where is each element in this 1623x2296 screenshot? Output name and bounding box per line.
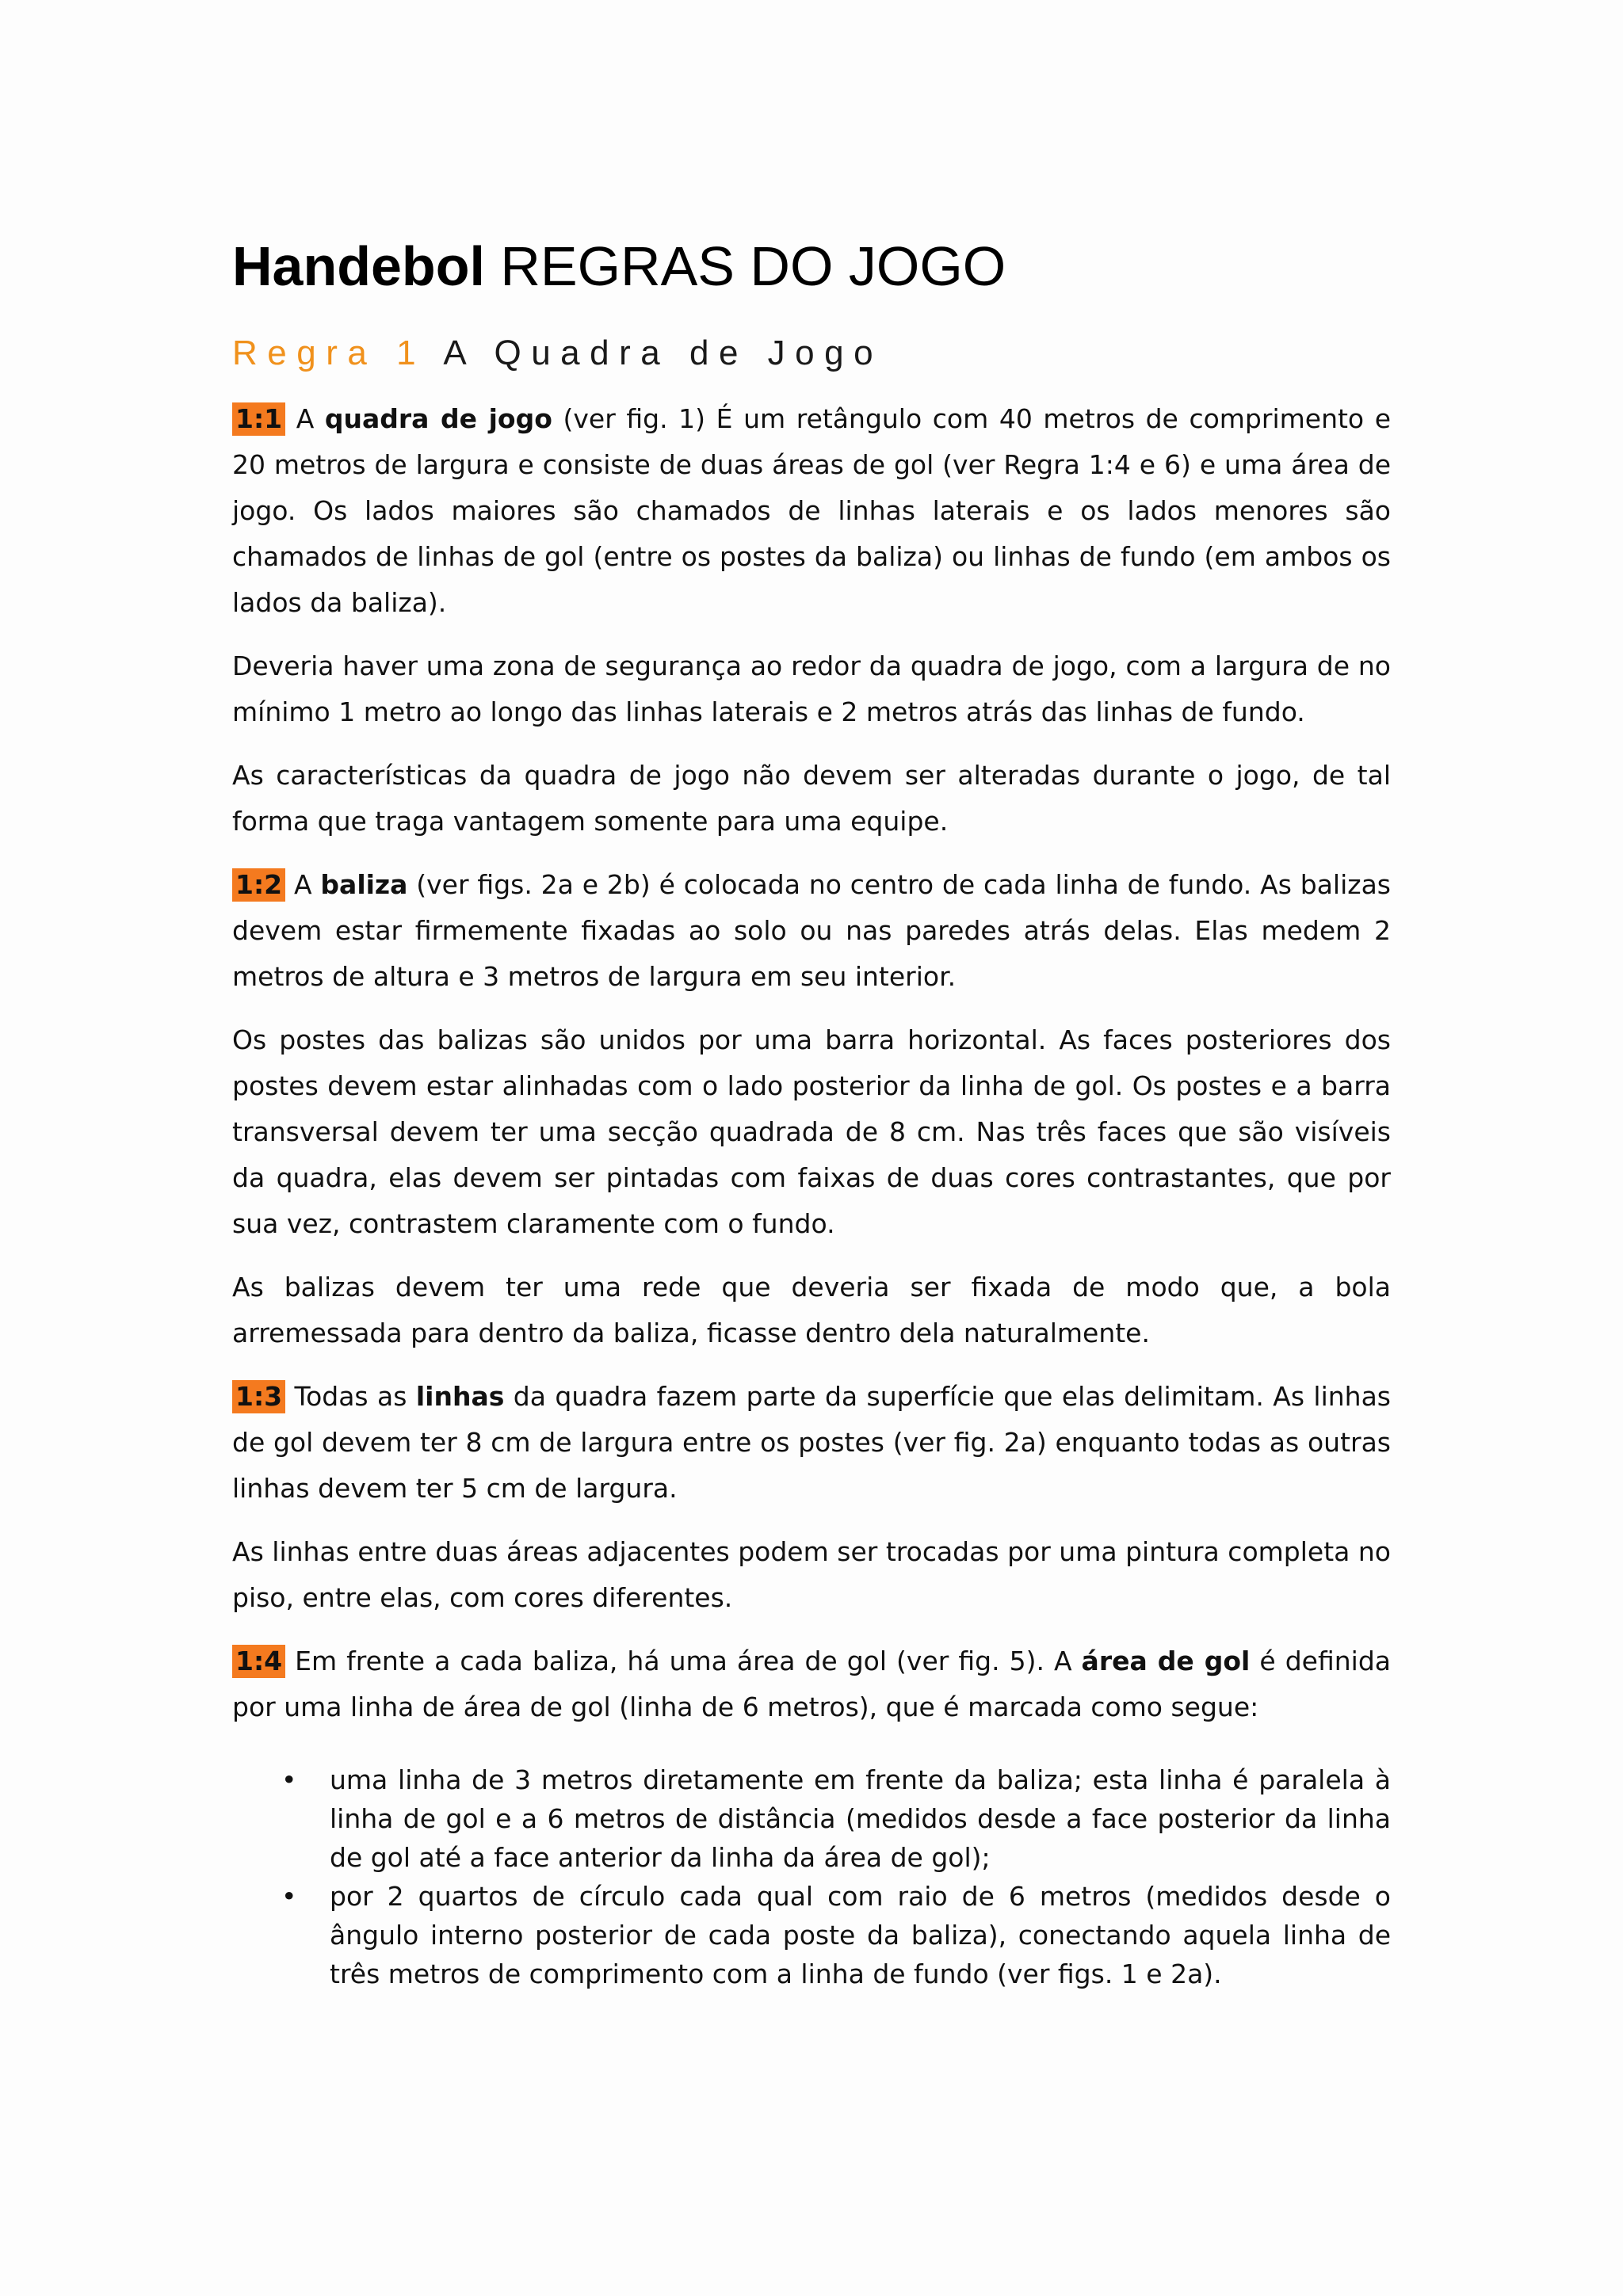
bold-term: área de gol xyxy=(1081,1646,1251,1676)
text-run: A xyxy=(285,869,321,900)
title-rest: REGRAS DO JOGO xyxy=(484,235,1006,297)
bullet-icon: • xyxy=(281,1881,297,1912)
paragraph-1-4 xyxy=(232,1638,1391,1730)
list-item-text: por 2 quartos de círculo cada qual com raio de 6 metros (medidos desde o ângulo interno posterior de cada poste da baliza), conectando aquela linha de três metros de comprimento com a linha de fundo (ver figs. 1 e 2a). xyxy=(330,1881,1391,1989)
list-item xyxy=(232,1877,1391,1993)
title-bold: Handebol xyxy=(232,235,485,297)
bold-term: baliza xyxy=(320,869,408,900)
paragraph: As características da quadra de jogo não devem ser alteradas durante o jogo, de tal forma que traga vantagem somente para uma equipe. xyxy=(232,760,1391,837)
section-tag-1-4: 1:4 xyxy=(232,1645,285,1678)
rule-name: A Quadra de Jogo xyxy=(443,334,884,372)
paragraph-1-2 xyxy=(232,862,1391,1000)
bold-term: quadra de jogo xyxy=(324,403,552,434)
text-run: é definida por uma linha de área de gol (linha de 6 metros), que é marcada como segue: xyxy=(232,1646,1391,1722)
document-body xyxy=(232,396,1391,1993)
rule-number: Regra 1 xyxy=(232,334,426,372)
rule-heading xyxy=(232,331,883,376)
section-tag-1-3: 1:3 xyxy=(232,1380,285,1413)
paragraph: Os postes das balizas são unidos por uma barra horizontal. As faces posteriores dos postes devem estar alinhadas com o lado posterior da linha de gol. Os postes e a barra transversal devem ter uma secção quadrada de 8 cm. Nas três faces que são visíveis da quadra, elas devem ser pintadas com faixas de duas cores contrastantes, que por sua vez, contrastem claramente com o fundo. xyxy=(232,1024,1391,1239)
bullet-icon: • xyxy=(281,1764,297,1795)
bold-term: linhas xyxy=(415,1381,505,1412)
document-title xyxy=(232,235,1006,298)
bullet-list xyxy=(232,1760,1391,1993)
paragraph: As linhas entre duas áreas adjacentes podem ser trocadas por uma pintura completa no piso, entre elas, com cores diferentes. xyxy=(232,1536,1391,1613)
text-run: Todas as xyxy=(285,1381,416,1412)
text-run: (ver fig. 1) É um retângulo com 40 metros de comprimento e 20 metros de largura e consiste de duas áreas de gol (ver Regra 1:4 e 6) e uma área de jogo. Os lados maiores são chamados de linhas laterais e os lados menores são chamados de linhas de gol (entre os postes da baliza) ou linhas de fundo (em ambos os lados da baliza). xyxy=(232,403,1392,618)
list-item xyxy=(232,1760,1391,1877)
section-tag-1-2: 1:2 xyxy=(232,868,285,902)
paragraph: Deveria haver uma zona de segurança ao redor da quadra de jogo, com a largura de no mínimo 1 metro ao longo das linhas laterais e 2 metros atrás das linhas de fundo. xyxy=(232,650,1391,727)
text-run: A xyxy=(285,403,325,434)
text-run: (ver figs. 2a e 2b) é colocada no centro de cada linha de fundo. As balizas devem estar firmemente fixadas ao solo ou nas paredes atrás delas. Elas medem 2 metros de altura e 3 metros de largura em seu interior. xyxy=(232,869,1392,992)
section-tag-1-1: 1:1 xyxy=(232,402,285,436)
paragraph-1-1 xyxy=(232,396,1391,626)
paragraph-1-3 xyxy=(232,1374,1391,1512)
text-run: da quadra fazem parte da superfície que elas delimitam. As linhas de gol devem ter 8 cm de largura entre os postes (ver fig. 2a) enquanto todas as outras linhas devem ter 5 cm de largura. xyxy=(232,1381,1391,1504)
paragraph: As balizas devem ter uma rede que deveria ser fixada de modo que, a bola arremessada para dentro da baliza, ficasse dentro dela naturalmente. xyxy=(232,1272,1391,1348)
text-run: Em frente a cada baliza, há uma área de gol (ver fig. 5). A xyxy=(285,1646,1082,1676)
list-item-text: uma linha de 3 metros diretamente em frente da baliza; esta linha é paralela à linha de gol e a 6 metros de distância (medidos desde a face posterior da linha de gol até a face anterior da linha da área de gol); xyxy=(330,1764,1391,1873)
